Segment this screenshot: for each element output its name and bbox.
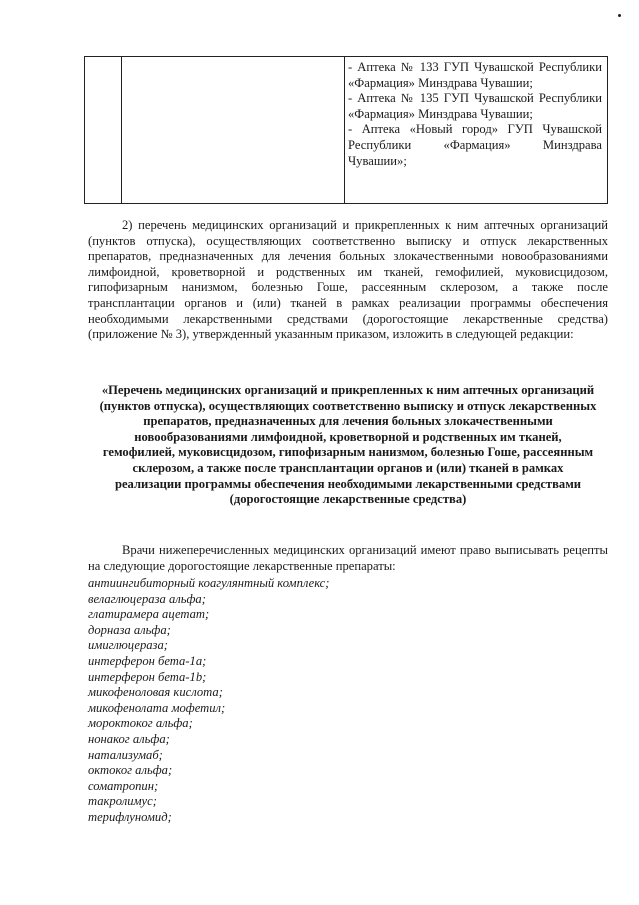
list-item: велаглюцераза альфа;	[88, 591, 206, 606]
section-title: «Перечень медицинских организаций и прикрепленных к ним аптечных организаций (пунктов отпуска), осуществляющих соответственно выписку и отпуск лекарственных препаратов, предназначенных для лечения больных злокачественными новообразованиями лимфоидной, кроветворной и родственных им тканей, гемофилией, муковисцидозом, гипофизарным нанизмом, болезнью Гоше, рассеянным склерозом, а также после трансплантации органов и (или) тканей в рамках реализации программы обеспечения необходимыми лекарственными средствами (дорогостоящие лекарственные средства)	[99, 383, 597, 507]
list-item: такролимус;	[88, 794, 157, 809]
list-item: мороктоког альфа;	[88, 716, 193, 731]
list-item: микофенолата мофетил;	[88, 700, 226, 715]
list-item: нонаког альфа;	[88, 731, 170, 746]
list-item: терифлуномид;	[88, 809, 172, 824]
paragraph-2: 2) перечень медицинских организаций и прикрепленных к ним аптечных организаций (пунктов отпуска), осуществляющих соответственно выписку и отпуск лекарственных препаратов, предназначенных для лечения больных злокачественными новообразованиями лимфоидной, кроветворной и родственных им тканей, гемофилией, муковисцидозом, гипофизарным нанизмом, болезнью Гоше, рассеянным склерозом, а также после трансплантации органов и (или) тканей в рамках реализации программы обеспечения необходимыми лекарственными средствами (дорогостоящие лекарственные средства) (приложение № 3), утвержденный указанным приказом, изложить в следующей редакции:	[88, 218, 608, 342]
list-item: микофеноловая кислота;	[88, 685, 223, 700]
list-item: интерферон бета-1а;	[88, 653, 207, 668]
table-cell-pharmacies	[348, 60, 602, 169]
list-item: натализумаб;	[88, 747, 163, 762]
drug-list	[88, 576, 608, 826]
list-item: антиингибиторный коагулянтный комплекс;	[88, 576, 330, 590]
intro-paragraph: Врачи нижеперечисленных медицинских организаций имеют право выписывать рецепты на следующие дорогостоящие лекарственные препараты:	[88, 543, 608, 573]
table-column-divider	[121, 57, 122, 203]
list-item: дорназа альфа;	[88, 622, 171, 637]
pharmacy-entry: - Аптека № 135 ГУП Чувашской Республики «Фармация» Минздрава Чувашии;	[348, 91, 602, 121]
list-item: имиглюцераза;	[88, 638, 168, 653]
pharmacy-entry: - Аптека «Новый город» ГУП Чувашской Республики «Фармация» Минздрава Чувашии»;	[348, 122, 602, 168]
scan-dot	[618, 14, 621, 17]
table-column-divider	[344, 57, 345, 203]
pharmacy-table	[84, 56, 608, 204]
list-item: глатирамера ацетат;	[88, 607, 210, 622]
list-item: октоког альфа;	[88, 763, 173, 778]
list-item: интерферон бета-1b;	[88, 669, 207, 684]
pharmacy-entry: - Аптека № 133 ГУП Чувашской Республики «Фармация» Минздрава Чувашии;	[348, 60, 602, 90]
list-item: соматропин;	[88, 778, 159, 793]
